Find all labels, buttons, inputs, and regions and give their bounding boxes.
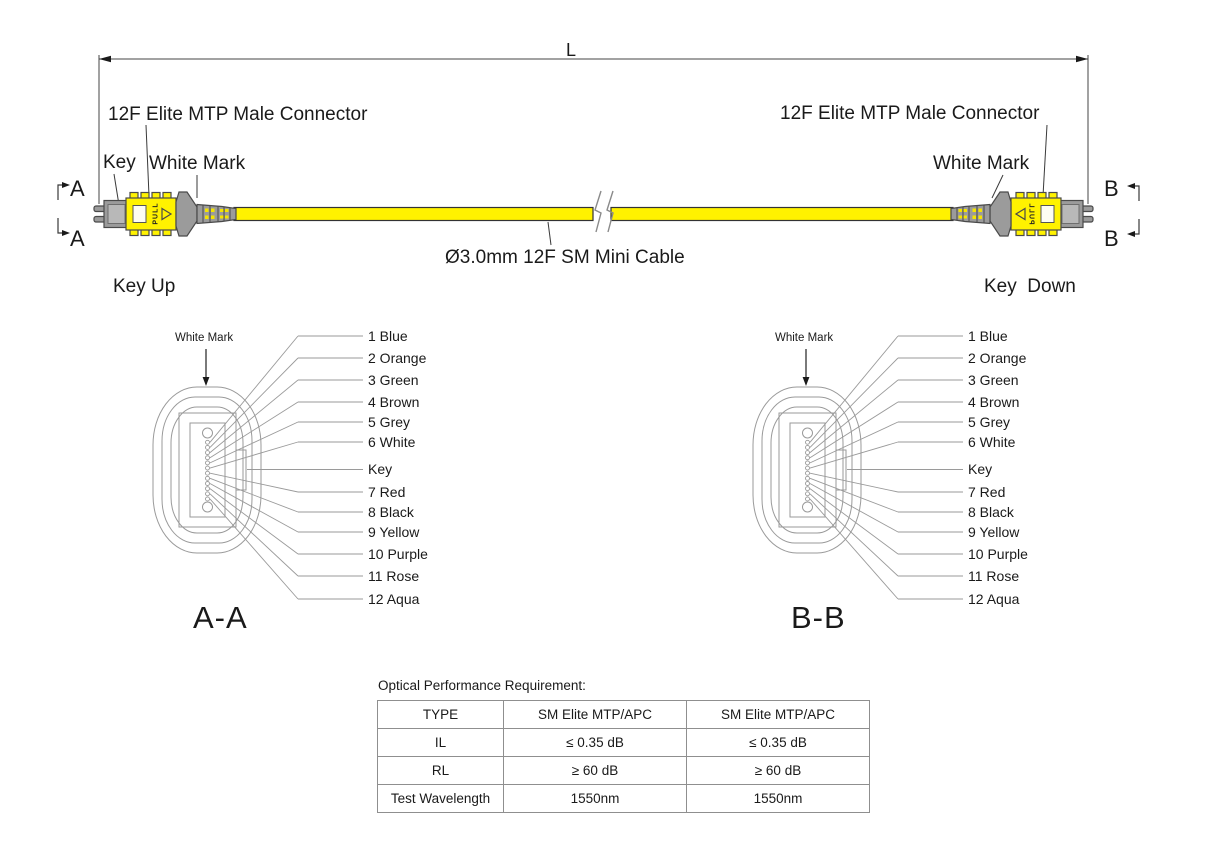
fiber-label: 9 Yellow: [368, 524, 420, 540]
fiber-leaders-bb: [806, 336, 964, 599]
section-letter-a-bottom: A: [70, 226, 85, 251]
section-letter-a-top: A: [70, 176, 85, 201]
right-orientation-label: Key Down: [984, 276, 1076, 297]
table-cell: ≤ 0.35 dB: [687, 729, 870, 757]
right-mtp-connector: [951, 192, 1093, 236]
left-key-label: Key: [103, 152, 136, 173]
callout-leaders: [114, 125, 1047, 245]
fiber-leaders-aa: [206, 336, 364, 599]
performance-table-title: Optical Performance Requirement:: [378, 678, 586, 693]
table-cell: ≥ 60 dB: [504, 757, 687, 785]
fiber-label: 12 Aqua: [368, 591, 420, 607]
fiber-label: 11 Rose: [368, 568, 420, 584]
table-cell: 1550nm: [687, 785, 870, 813]
left-orientation-label: Key Up: [113, 276, 176, 297]
section-title-bb: B-B: [791, 600, 846, 635]
fiber-label: 7 Red: [368, 484, 406, 500]
fiber-label: 1 Blue: [968, 328, 1008, 344]
right-white-mark-label: White Mark: [933, 153, 1030, 174]
table-cell: Test Wavelength: [378, 785, 504, 813]
cable-label: Ø3.0mm 12F SM Mini Cable: [445, 247, 685, 268]
fiber-label: 9 Yellow: [968, 524, 1020, 540]
fiber-label: 2 Orange: [368, 350, 427, 366]
fiber-label: 4 Brown: [368, 394, 420, 410]
left-white-mark-label: White Mark: [149, 153, 246, 174]
table-cell: ≤ 0.35 dB: [504, 729, 687, 757]
fiber-label: 8 Black: [968, 504, 1014, 520]
table-cell: SM Elite MTP/APC: [687, 701, 870, 729]
fiber-label: 6 White: [968, 434, 1016, 450]
aa-white-mark-label: White Mark: [175, 332, 234, 344]
table-cell: IL: [378, 729, 504, 757]
table-cell: ≥ 60 dB: [687, 757, 870, 785]
fiber-label: 8 Black: [368, 504, 414, 520]
optical-performance-table: [377, 700, 870, 813]
fiber-label: 3 Green: [968, 372, 1019, 388]
fiber-label: 11 Rose: [968, 568, 1020, 584]
table-row: [378, 757, 870, 785]
table-row: [378, 701, 870, 729]
table-cell: 1550nm: [504, 785, 687, 813]
fiber-label: 2 Orange: [968, 350, 1027, 366]
fiber-label: 1 Blue: [368, 328, 408, 344]
dimension-label: L: [566, 40, 577, 60]
table-cell: TYPE: [378, 701, 504, 729]
dimension-line-L: [99, 55, 1088, 204]
section-title-aa: A-A: [193, 600, 248, 635]
pull-tab-text-left: PULL: [152, 202, 160, 225]
fiber-label: 5 Grey: [368, 414, 411, 430]
fiber-label: 4 Brown: [968, 394, 1020, 410]
bb-white-mark-label: White Mark: [775, 332, 834, 344]
left-mtp-connector: [94, 192, 236, 236]
fiber-label: 3 Green: [368, 372, 419, 388]
table-row: [378, 729, 870, 757]
cable-drawing: [234, 191, 953, 232]
fiber-label: 7 Red: [968, 484, 1006, 500]
fiber-label: 6 White: [368, 434, 416, 450]
fiber-label: 10 Purple: [968, 546, 1028, 562]
table-row: [378, 785, 870, 813]
fiber-label: 10 Purple: [368, 546, 428, 562]
fiber-label: 12 Aqua: [968, 591, 1020, 607]
right-connector-label: 12F Elite MTP Male Connector: [780, 103, 1040, 124]
section-letter-b-top: B: [1104, 176, 1119, 201]
left-connector-label: 12F Elite MTP Male Connector: [108, 104, 368, 125]
pull-tab-text-right: PULL: [1027, 202, 1035, 225]
table-cell: RL: [378, 757, 504, 785]
cable-break-symbol: [595, 191, 601, 232]
fiber-label: Key: [968, 461, 993, 477]
fiber-label: Key: [368, 461, 393, 477]
table-cell: SM Elite MTP/APC: [504, 701, 687, 729]
section-letter-b-bottom: B: [1104, 226, 1119, 251]
fiber-label: 5 Grey: [968, 414, 1011, 430]
